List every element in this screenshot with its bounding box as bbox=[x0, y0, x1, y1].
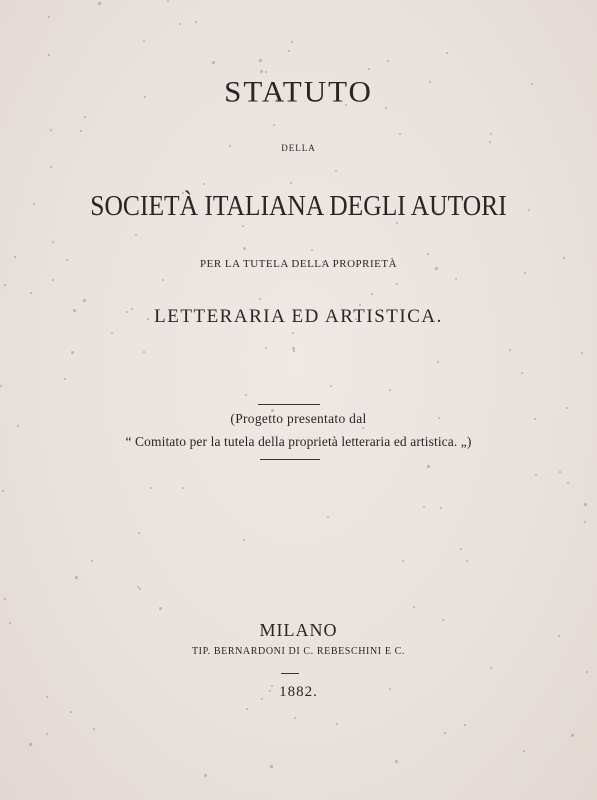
paper-speck bbox=[84, 116, 86, 118]
paper-speck bbox=[242, 225, 244, 227]
paper-speck bbox=[271, 685, 273, 687]
paper-speck bbox=[362, 427, 364, 429]
paper-speck bbox=[197, 440, 199, 442]
paper-speck bbox=[274, 199, 276, 201]
paper-speck bbox=[4, 598, 6, 600]
paper-speck bbox=[322, 261, 324, 263]
paper-speck bbox=[126, 311, 128, 313]
paper-speck bbox=[139, 588, 141, 590]
paper-speck bbox=[273, 124, 275, 126]
paper-speck bbox=[584, 521, 586, 523]
paper-speck bbox=[50, 129, 52, 131]
progetto-note: (Progetto presentato dal bbox=[230, 411, 367, 426]
paper-speck bbox=[427, 465, 430, 468]
paper-speck bbox=[265, 347, 267, 349]
paper-speck bbox=[528, 209, 530, 211]
printer-label: TIP. BERNARDONI DI C. REBESCHINI E C. bbox=[191, 646, 406, 657]
society-name: SOCIETÀ ITALIANA DEGLI AUTORI bbox=[90, 190, 507, 222]
paper-speck bbox=[138, 532, 140, 534]
paper-speck bbox=[243, 539, 245, 541]
paper-speck bbox=[212, 61, 215, 64]
paper-speck bbox=[291, 41, 293, 43]
paper-speck bbox=[246, 708, 248, 710]
paper-speck bbox=[293, 350, 295, 352]
paper-speck bbox=[335, 170, 337, 172]
paper-speck bbox=[586, 671, 588, 673]
paper-speck bbox=[229, 145, 231, 147]
paper-speck bbox=[399, 133, 401, 135]
paper-speck bbox=[243, 247, 246, 250]
paper-speck bbox=[524, 272, 526, 274]
paper-speck bbox=[70, 711, 72, 713]
paper-speck bbox=[182, 487, 184, 489]
paper-speck bbox=[135, 234, 137, 236]
paper-speck bbox=[535, 474, 537, 476]
paper-speck bbox=[437, 361, 439, 363]
paper-speck bbox=[371, 293, 373, 295]
paper-speck bbox=[455, 278, 457, 280]
paper-speck bbox=[162, 279, 164, 281]
paper-speck bbox=[167, 0, 169, 2]
paper-speck bbox=[389, 389, 391, 391]
letteraria-subtitle: LETTERARIA ED ARTISTICA. bbox=[154, 306, 443, 327]
paper-speck bbox=[509, 349, 511, 351]
paper-speck bbox=[66, 259, 68, 261]
paper-speck bbox=[330, 385, 332, 387]
paper-speck bbox=[446, 52, 448, 54]
paper-speck bbox=[71, 351, 74, 354]
paper-speck bbox=[14, 256, 16, 258]
paper-speck bbox=[396, 283, 398, 285]
paper-speck bbox=[64, 378, 66, 380]
paper-speck bbox=[276, 99, 278, 101]
paper-speck bbox=[435, 267, 438, 270]
paper-speck bbox=[460, 548, 462, 550]
paper-speck bbox=[311, 249, 313, 251]
paper-speck bbox=[521, 372, 523, 374]
paper-speck bbox=[150, 487, 152, 489]
paper-speck bbox=[46, 696, 48, 698]
paper-speck bbox=[385, 107, 387, 109]
paper-speck bbox=[259, 298, 261, 300]
paper-speck bbox=[567, 482, 569, 484]
paper-speck bbox=[147, 318, 149, 320]
paper-speck bbox=[17, 425, 19, 427]
paper-speck bbox=[559, 471, 561, 473]
paper-speck bbox=[265, 71, 267, 73]
paper-speck bbox=[195, 21, 197, 23]
paper-speck bbox=[563, 257, 565, 259]
paper-speck bbox=[9, 622, 11, 624]
paper-speck bbox=[402, 560, 404, 562]
della-label: DELLA bbox=[281, 143, 316, 153]
paper-speck bbox=[531, 83, 533, 85]
paper-speck bbox=[345, 104, 347, 106]
paper-speck bbox=[438, 417, 440, 419]
paper-speck bbox=[423, 506, 425, 508]
paper-speck bbox=[182, 192, 184, 194]
paper-speck bbox=[179, 23, 181, 25]
paper-speck bbox=[466, 560, 468, 562]
paper-speck bbox=[566, 407, 568, 409]
paper-speck bbox=[288, 50, 290, 52]
paper-speck bbox=[48, 16, 50, 18]
paper-speck bbox=[271, 409, 274, 412]
paper-speck bbox=[159, 607, 162, 610]
paper-speck bbox=[581, 352, 583, 354]
paper-speck bbox=[355, 318, 357, 320]
paper-speck bbox=[80, 130, 82, 132]
paper-speck bbox=[83, 299, 86, 302]
paper-speck bbox=[2, 490, 4, 492]
paper-speck bbox=[440, 507, 442, 509]
paper-speck bbox=[48, 54, 50, 56]
paper-speck bbox=[73, 309, 76, 312]
paper-speck bbox=[30, 292, 32, 294]
paper-speck bbox=[75, 576, 78, 579]
paper-speck bbox=[389, 688, 391, 690]
paper-speck bbox=[93, 728, 95, 730]
paper-speck bbox=[143, 351, 145, 353]
upper-divider bbox=[258, 404, 320, 405]
paper-speck bbox=[52, 279, 54, 281]
paper-speck bbox=[442, 619, 444, 621]
paper-speck bbox=[427, 253, 429, 255]
paper-speck bbox=[259, 59, 262, 62]
paper-speck bbox=[464, 724, 466, 726]
paper-speck bbox=[46, 733, 48, 735]
paper-speck bbox=[327, 516, 329, 518]
paper-speck bbox=[396, 222, 398, 224]
paper-speck bbox=[292, 332, 294, 334]
paper-speck bbox=[269, 690, 271, 692]
paper-speck bbox=[204, 774, 207, 777]
paper-speck bbox=[395, 760, 398, 763]
paper-speck bbox=[558, 635, 560, 637]
paper-speck bbox=[314, 418, 317, 421]
tutela-subtitle: PER LA TUTELA DELLA PROPRIETÀ bbox=[199, 258, 398, 270]
paper-speck bbox=[336, 723, 338, 725]
paper-speck bbox=[0, 385, 2, 387]
paper-speck bbox=[4, 284, 6, 286]
paper-speck bbox=[245, 394, 247, 396]
paper-speck bbox=[52, 241, 54, 243]
paper-speck bbox=[144, 96, 146, 98]
paper-speck bbox=[534, 418, 536, 420]
paper-speck bbox=[387, 60, 389, 62]
paper-speck bbox=[429, 81, 431, 83]
paper-speck bbox=[111, 332, 113, 334]
comitato-note: “ Comitato per la tutela della proprietà letteraria ed artistica. „) bbox=[125, 434, 472, 449]
paper-speck bbox=[490, 133, 492, 135]
lower-divider bbox=[260, 459, 320, 460]
paper-speck bbox=[131, 308, 133, 310]
paper-speck bbox=[261, 698, 263, 700]
paper-speck bbox=[289, 444, 291, 446]
paper-speck bbox=[294, 717, 296, 719]
paper-speck bbox=[523, 750, 525, 752]
paper-speck bbox=[490, 667, 492, 669]
paper-speck bbox=[143, 40, 145, 42]
paper-speck bbox=[33, 203, 35, 205]
document-title: STATUTO bbox=[224, 74, 373, 109]
paper-speck bbox=[571, 734, 574, 737]
paper-speck bbox=[444, 732, 446, 734]
paper-speck bbox=[434, 211, 437, 214]
paper-speck bbox=[260, 70, 263, 73]
paper-speck bbox=[290, 182, 292, 184]
short-divider bbox=[281, 673, 299, 674]
paper-speck bbox=[50, 166, 52, 168]
paper-speck bbox=[91, 560, 93, 562]
city-label: MILANO bbox=[259, 620, 338, 640]
paper-speck bbox=[584, 503, 587, 506]
paper-speck bbox=[489, 141, 491, 143]
paper-speck bbox=[137, 586, 139, 588]
paper-speck bbox=[368, 68, 370, 70]
year-label: 1882. bbox=[279, 684, 318, 700]
paper-speck bbox=[29, 743, 32, 746]
paper-speck bbox=[203, 183, 205, 185]
paper-speck bbox=[359, 304, 361, 306]
paper-speck bbox=[270, 765, 273, 768]
paper-speck bbox=[98, 2, 101, 5]
paper-speck bbox=[413, 606, 415, 608]
